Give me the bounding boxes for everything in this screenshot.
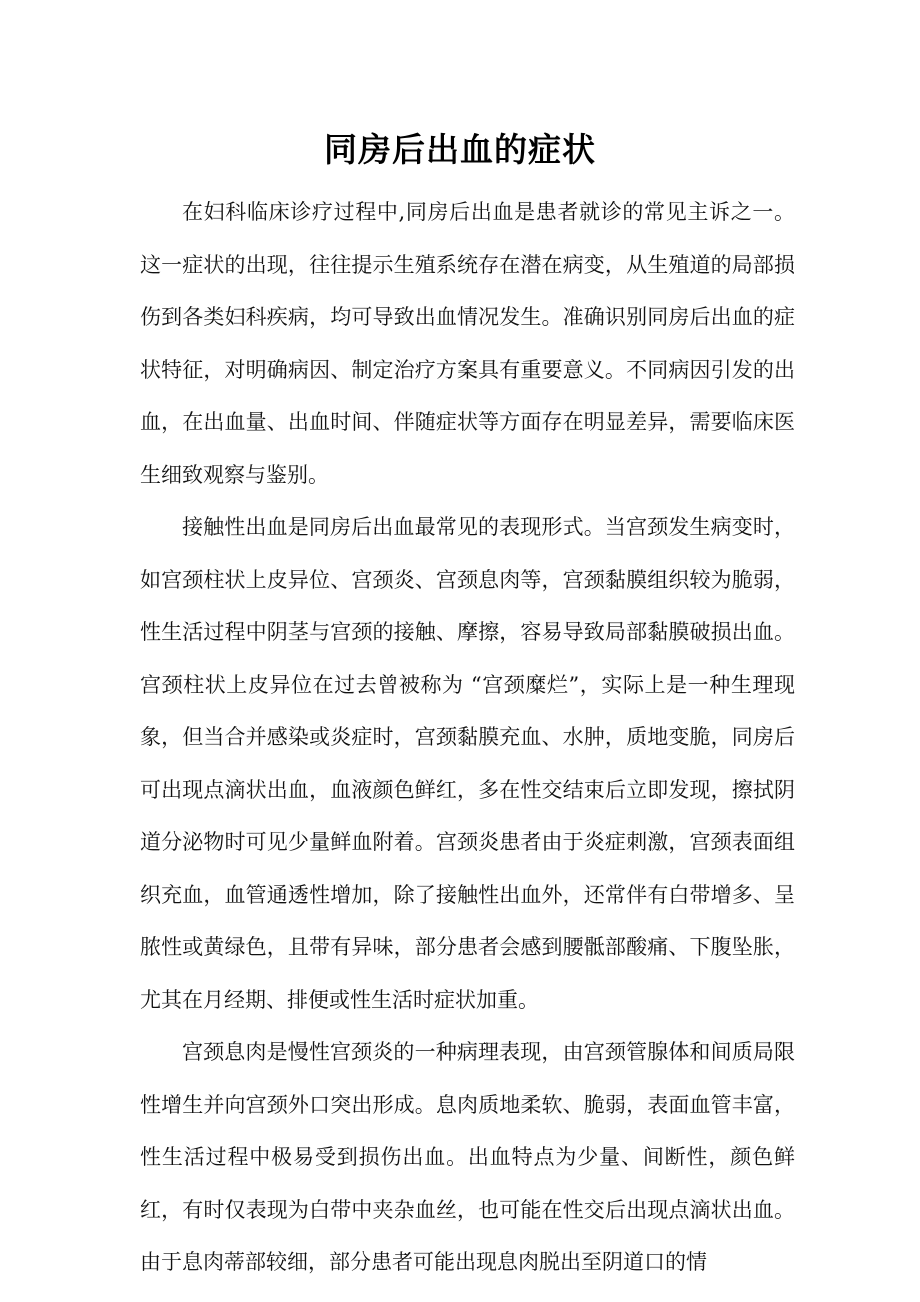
page-title: 同房后出血的症状 <box>324 130 596 169</box>
paragraph-cervical-polyp: 宫颈息肉是慢性宫颈炎的一种病理表现，由宫颈管腺体和间质局限性增生并向宫颈外口突出形成。息肉质地柔软、脆弱，表面血管丰富，性生活过程中极易受到损伤出血。出血特点为少量、间断性，颜色鲜红，有时仅表现为白带中夹杂血丝，也可能在性交后出现点滴状出血。由于息肉蒂部较细，部分患者可能出现息肉脱出至阴道口的情 <box>140 1040 795 1274</box>
paragraph-contact-bleeding: 接触性出血是同房后出血最常见的表现形式。当宫颈发生病变时，如宫颈柱状上皮异位、宫颈炎、宫颈息肉等，宫颈黏膜组织较为脆弱，性生活过程中阴茎与宫颈的接触、摩擦，容易导致局部黏膜破损出血。宫颈柱状上皮异位在过去曾被称为 “宫颈糜烂”，实际上是一种生理现象，但当合并感染或炎症时，宫颈黏膜充血、水肿，质地变脆，同房后可出现点滴状出血，血液颜色鲜红，多在性交结束后立即发现，擦拭阴道分泌物时可见少量鲜血附着。宫颈炎患者由于炎症刺激，宫颈表面组织充血，血管通透性增加，除了接触性出血外，还常伴有白带增多、呈脓性或黄绿色，且带有异味，部分患者会感到腰骶部酸痛、下腹坠胀，尤其在月经期、排便或性生活时症状加重。 <box>140 515 795 1012</box>
document-body <box>140 186 795 1289</box>
paragraph-intro: 在妇科临床诊疗过程中,同房后出血是患者就诊的常见主诉之一。这一症状的出现，往往提示生殖系统存在潜在病变，从生殖道的局部损伤到各类妇科疾病，均可导致出血情况发生。准确识别同房后出血的症状特征，对明确病因、制定治疗方案具有重要意义。不同病因引发的出血，在出血量、出血时间、伴随症状等方面存在明显差异，需要临床医生细致观察与鉴别。 <box>140 200 795 487</box>
